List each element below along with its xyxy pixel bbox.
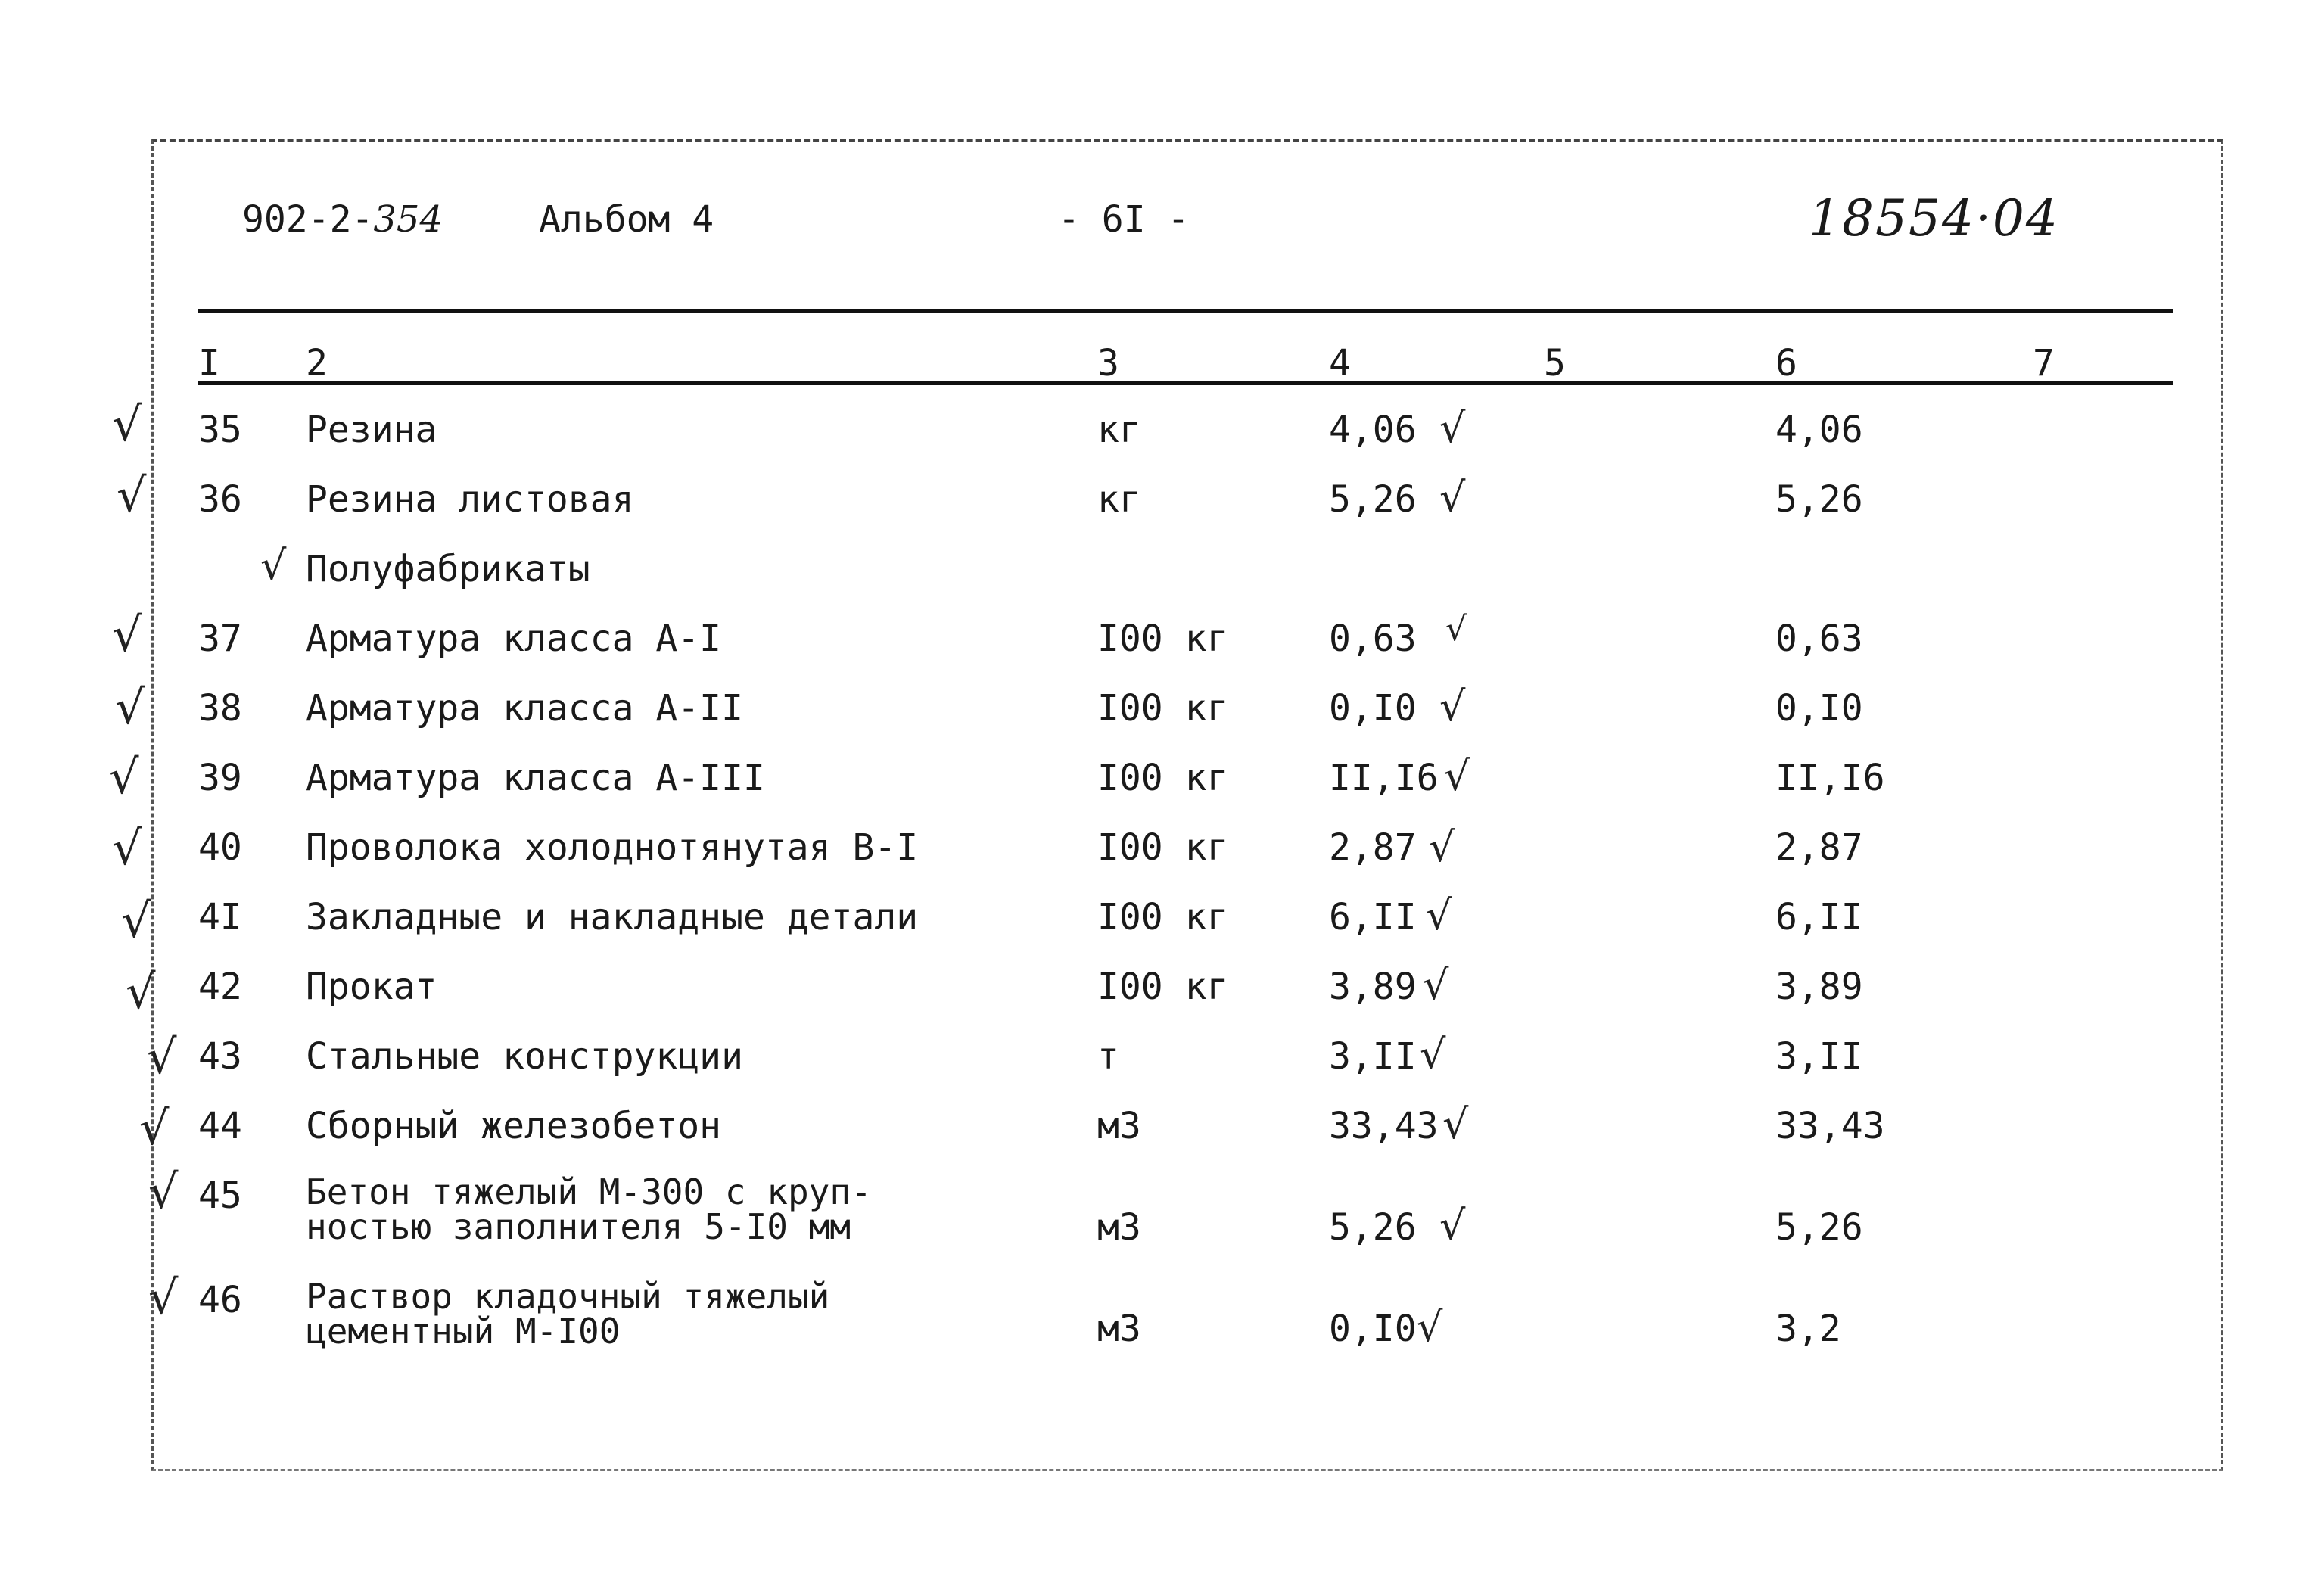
- table-row: [0, 1100, 2315, 1165]
- row-name: Резина листовая: [306, 478, 634, 521]
- row-col4-value: 2,87: [1329, 826, 1417, 869]
- row-name: Резина: [306, 409, 437, 451]
- row-unit: м3: [1097, 1105, 1141, 1147]
- handwritten-inventory-code: 18554·04: [1809, 189, 2059, 247]
- row-name: Проволока холоднотянутая В-I: [306, 826, 919, 869]
- check-mark-icon: √: [1439, 683, 1466, 730]
- check-mark-icon: √: [148, 1164, 179, 1219]
- check-mark-icon: √: [148, 1270, 179, 1325]
- row-col6-value: 33,43: [1775, 1105, 1885, 1147]
- row-name: Сборный железобетон: [306, 1105, 722, 1147]
- row-unit: м3: [1097, 1308, 1141, 1350]
- row-col4-value: 6,II: [1329, 896, 1417, 938]
- row-name-line-1: Раствор кладочный тяжелый: [306, 1276, 830, 1317]
- table-row: [0, 961, 2315, 1026]
- check-mark-icon: √: [1444, 752, 1470, 800]
- row-unit: I00 кг: [1097, 687, 1229, 730]
- check-mark-icon: √: [109, 749, 139, 804]
- row-col6-value: 5,26: [1775, 478, 1863, 521]
- row-col6-value: 5,26: [1775, 1206, 1863, 1249]
- row-number: 44: [198, 1105, 242, 1147]
- column-header-3: 3: [1097, 342, 1119, 384]
- column-header-4: 4: [1329, 342, 1351, 384]
- column-header-5: 5: [1544, 342, 1566, 384]
- document-code: [242, 198, 443, 241]
- album-label: Альбом 4: [539, 198, 714, 241]
- row-number: 36: [198, 478, 242, 521]
- top-rule: [198, 309, 2173, 313]
- row-col6-value: 4,06: [1775, 409, 1863, 451]
- document-code-prefix: 902-2-: [242, 198, 374, 241]
- check-mark-icon: √: [1423, 961, 1449, 1009]
- row-unit: кг: [1097, 409, 1141, 451]
- column-header-6: 6: [1775, 342, 1797, 384]
- row-unit: I00 кг: [1097, 826, 1229, 869]
- row-number: 43: [198, 1035, 242, 1078]
- row-name: Арматура класса А-II: [306, 687, 743, 730]
- row-number: 37: [198, 618, 242, 660]
- row-col4-value: 5,26: [1329, 478, 1417, 521]
- row-col4-value: 0,I0: [1329, 687, 1417, 730]
- row-unit: т: [1097, 1035, 1119, 1078]
- table-row: [0, 749, 2315, 817]
- check-mark-icon: √: [1426, 891, 1452, 939]
- table-row: [0, 680, 2315, 748]
- row-col6-value: 3,II: [1775, 1035, 1863, 1078]
- row-number: 35: [198, 409, 242, 451]
- check-mark-icon: √: [1439, 404, 1466, 452]
- check-mark-icon: √: [1417, 1303, 1443, 1351]
- table-row: [0, 1029, 2315, 1096]
- table-row: [0, 1270, 2315, 1370]
- table-row: [0, 397, 2315, 469]
- check-mark-icon: √: [1442, 1100, 1469, 1148]
- check-mark-icon: √: [112, 397, 142, 452]
- row-unit: I00 кг: [1097, 896, 1229, 938]
- row-name: Прокат: [306, 966, 437, 1008]
- row-name: Закладные и накладные детали: [306, 896, 919, 938]
- check-mark-icon: √: [139, 1100, 170, 1156]
- row-col6-value: 3,2: [1775, 1308, 1841, 1350]
- header-rule: [198, 381, 2173, 385]
- check-mark-icon: √: [121, 893, 151, 948]
- row-unit: м3: [1097, 1206, 1141, 1249]
- row-col4-value: II,I6: [1329, 757, 1439, 799]
- row-number: 45: [198, 1174, 242, 1217]
- row-unit: кг: [1097, 478, 1141, 521]
- section-title: Полуфабрикаты: [306, 548, 590, 590]
- check-mark-icon: √: [260, 542, 287, 590]
- row-col4-value: 3,II: [1329, 1035, 1417, 1078]
- row-col4-value: 0,63: [1329, 618, 1417, 660]
- row-unit: I00 кг: [1097, 618, 1229, 660]
- row-number: 4I: [198, 896, 242, 938]
- row-name: Арматура класса А-III: [306, 757, 765, 799]
- table-row: [0, 891, 2315, 957]
- table-row: [0, 607, 2315, 678]
- row-col6-value: 0,63: [1775, 618, 1863, 660]
- row-col6-value: 6,II: [1775, 896, 1863, 938]
- check-mark-icon: √: [126, 964, 156, 1019]
- row-name-line-2: цементный М-I00: [306, 1311, 621, 1352]
- check-mark-icon: √: [147, 1029, 177, 1084]
- section-row: [0, 542, 2315, 608]
- row-col4-value: 3,89: [1329, 966, 1417, 1008]
- document-code-handwritten: 354: [373, 198, 443, 241]
- row-col6-value: 2,87: [1775, 826, 1863, 869]
- row-number: 38: [198, 687, 242, 730]
- row-unit: I00 кг: [1097, 757, 1229, 799]
- row-col4-value: 4,06: [1329, 409, 1417, 451]
- check-mark-icon: √: [112, 607, 142, 662]
- row-col6-value: 3,89: [1775, 966, 1863, 1008]
- row-number: 46: [198, 1279, 242, 1321]
- check-mark-icon: √: [115, 680, 145, 735]
- table-row: [0, 1164, 2315, 1265]
- table-row: [0, 468, 2315, 539]
- check-mark-icon: √: [1420, 1031, 1446, 1078]
- check-mark-icon: √: [1439, 1202, 1466, 1249]
- row-name: Стальные конструкции: [306, 1035, 743, 1078]
- row-col6-value: 0,I0: [1775, 687, 1863, 730]
- column-header-1: I: [198, 342, 220, 384]
- page-number: - 6I -: [1058, 198, 1190, 241]
- check-mark-icon: √: [1445, 610, 1467, 649]
- row-col4-value: 0,I0: [1329, 1308, 1417, 1350]
- column-header-2: 2: [306, 342, 328, 384]
- row-name-line-2: ностью заполнителя 5-I0 мм: [306, 1206, 851, 1247]
- column-header-7: 7: [2033, 342, 2055, 384]
- row-col4-value: 5,26: [1329, 1206, 1417, 1249]
- row-number: 39: [198, 757, 242, 799]
- check-mark-icon: √: [112, 820, 142, 876]
- row-col6-value: II,I6: [1775, 757, 1885, 799]
- check-mark-icon: √: [1439, 474, 1466, 521]
- row-col4-value: 33,43: [1329, 1105, 1439, 1147]
- row-unit: I00 кг: [1097, 966, 1229, 1008]
- row-number: 40: [198, 826, 242, 869]
- check-mark-icon: √: [1429, 823, 1455, 871]
- check-mark-icon: √: [117, 468, 147, 523]
- row-name: Арматура класса А-I: [306, 618, 722, 660]
- table-row: [0, 820, 2315, 887]
- row-name-line-1: Бетон тяжелый М-300 с круп-: [306, 1171, 872, 1212]
- row-number: 42: [198, 966, 242, 1008]
